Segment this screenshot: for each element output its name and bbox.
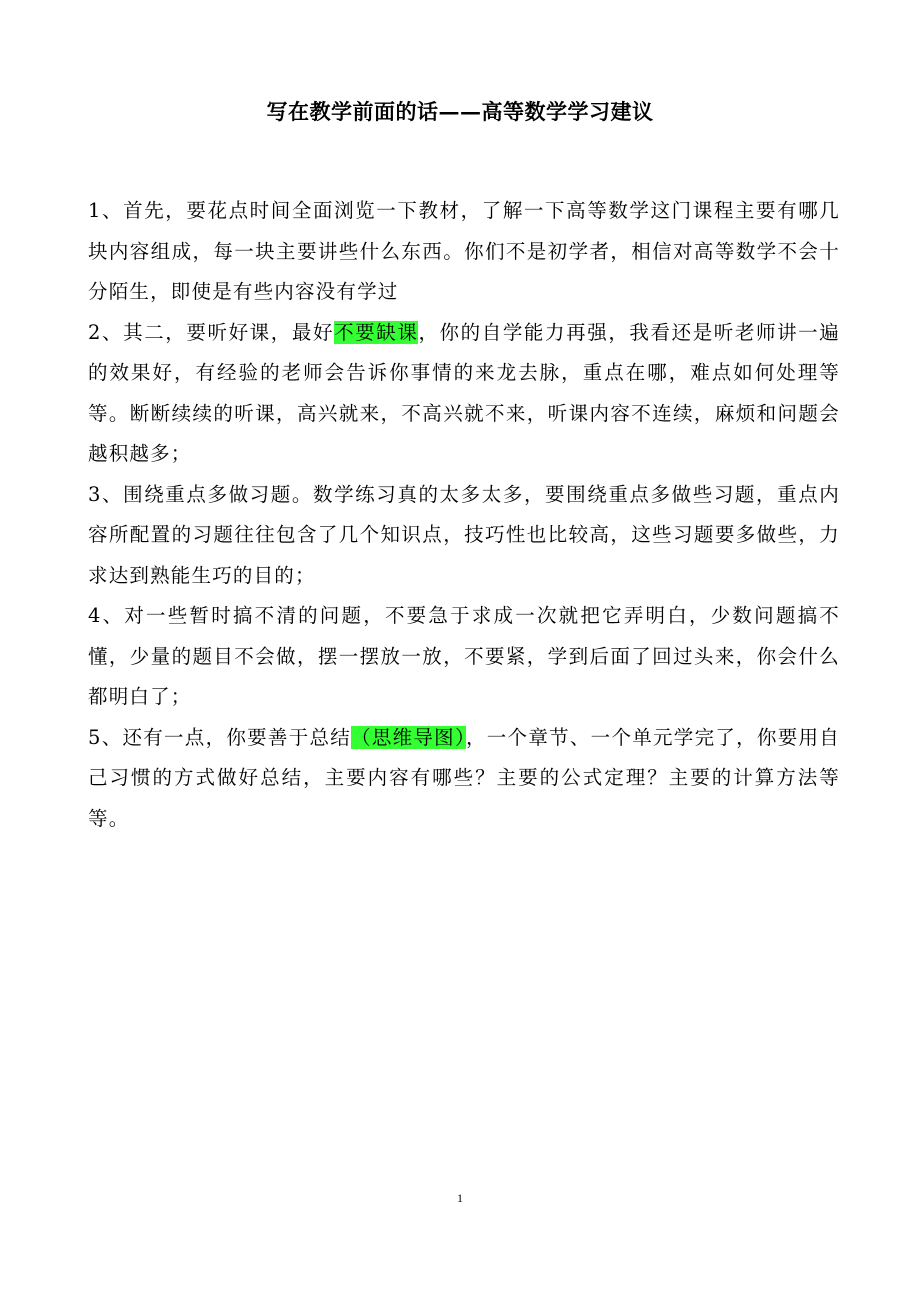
document-body (88, 191, 840, 839)
paragraph-1 (88, 191, 840, 313)
highlighted-text: 不要缺课 (334, 320, 419, 344)
paragraph-2 (88, 313, 840, 475)
paragraph-text: ，一个章节、一个单元学完了，你要用自己习惯的方式做好总结，主要内容有哪些？主要的公式定理？主要的计算方法等等。 (88, 725, 840, 830)
document-title: 写在教学前面的话——高等数学学习建议 (266, 99, 654, 124)
paragraph-5 (88, 718, 840, 840)
highlighted-text: （思维导图） (351, 725, 466, 749)
paragraph-text: 5、还有一点，你要善于总结 (88, 725, 352, 749)
paragraph-text: 1、首先，要花点时间全面浏览一下教材，了解一下高等数学这门课程主要有哪几块内容组成，每一块主要讲些什么东西。你们不是初学者，相信对高等数学不会十分陌生，即使是有些内容没有学过 (88, 199, 840, 303)
page-number: 1 (457, 1191, 463, 1205)
paragraph-text: 4、对一些暂时搞不清的问题，不要急于求成一次就把它弄明白，少数问题搞不懂，少量的题目不会做，摆一摆放一放，不要紧，学到后面了回过头来，你会什么都明白了； (88, 604, 840, 708)
paragraph-4 (88, 596, 840, 718)
paragraph-3 (88, 475, 840, 597)
paragraph-text: 2、其二，要听好课，最好 (88, 320, 335, 344)
paragraph-text: ，你的自学能力再强，我看还是听老师讲一遍的效果好，有经验的老师会告诉你事情的来龙去脉，重点在哪，难点如何处理等等。断断续续的听课，高兴就来，不高兴就不来，听课内容不连续，麻烦和问题会越积越多； (88, 320, 840, 465)
paragraph-text: 3、围绕重点多做习题。数学练习真的太多太多，要围绕重点多做些习题，重点内容所配置的习题往往包含了几个知识点，技巧性也比较高，这些习题要多做些，力求达到熟能生巧的目的； (88, 482, 840, 587)
